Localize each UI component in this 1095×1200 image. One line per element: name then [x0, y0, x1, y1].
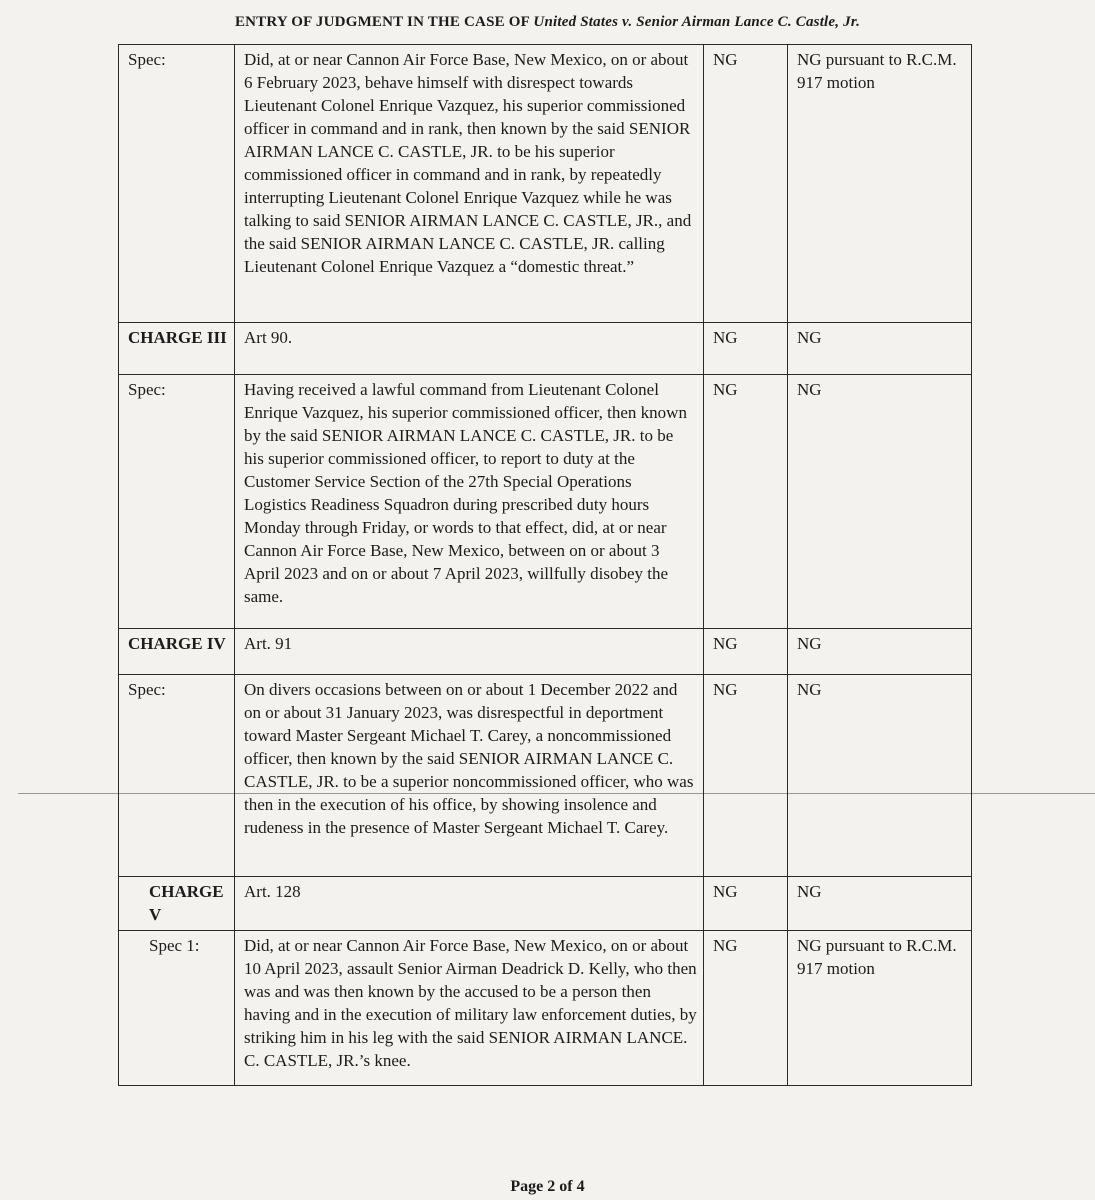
row-finding: NG — [704, 323, 788, 375]
case-name: United States v. Senior Airman Lance C. Castle, Jr. — [533, 14, 861, 30]
row-description: Art. 91 — [235, 629, 704, 675]
table-row — [119, 675, 972, 877]
table-row — [119, 323, 972, 375]
row-label: Spec: — [119, 675, 235, 877]
row-label: CHARGE III — [119, 323, 235, 375]
row-finding: NG — [704, 931, 788, 1086]
row-label: Spec 1: — [119, 931, 235, 1086]
page-number: Page 2 of 4 — [510, 1178, 585, 1195]
title-prefix: ENTRY OF JUDGMENT IN THE CASE OF — [234, 14, 530, 30]
row-sentence: NG — [788, 675, 972, 877]
row-finding: NG — [704, 375, 788, 629]
row-sentence: NG — [788, 877, 972, 931]
row-label: Spec: — [119, 375, 235, 629]
row-description: On divers occasions between on or about 1 December 2022 and on or about 31 January 2023, was disrespectful in deportment toward Master Sergeant Michael T. Carey, a noncommissioned officer, then known by the said SENIOR AIRMAN LANCE C. CASTLE, JR. to be a superior noncommissioned officer, who was then in the execution of his office, by showing insolence and rudeness in the presence of Master Sergeant Michael T. Carey. — [235, 675, 704, 877]
table-row — [119, 877, 972, 931]
row-description: Art 90. — [235, 323, 704, 375]
row-sentence: NG — [788, 629, 972, 675]
table-row — [119, 45, 972, 323]
row-label: CHARGE V — [119, 877, 235, 931]
row-finding: NG — [704, 877, 788, 931]
row-sentence: NG pursuant to R.C.M. 917 motion — [788, 45, 972, 323]
row-description: Art. 128 — [235, 877, 704, 931]
row-description: Did, at or near Cannon Air Force Base, New Mexico, on or about 10 April 2023, assault Senior Airman Deadrick D. Kelly, who then was and was then known by the accused to be a person then having and in the execution of military law enforcement duties, by striking him in his leg with the said SENIOR AIRMAN LANCE. C. CASTLE, JR.’s knee. — [235, 931, 704, 1086]
row-finding: NG — [704, 45, 788, 323]
row-sentence: NG — [788, 323, 972, 375]
row-description: Having received a lawful command from Lieutenant Colonel Enrique Vazquez, his superior commissioned officer, then known by the said SENIOR AIRMAN LANCE C. CASTLE, JR. to be his superior commissioned officer, to report to duty at the Customer Service Section of the 27th Special Operations Logistics Readiness Squadron during prescribed duty hours Monday through Friday, or words to that effect, did, at or near Cannon Air Force Base, New Mexico, between on or about 3 April 2023 and on or about 7 April 2023, willfully disobey the same. — [235, 375, 704, 629]
row-label: CHARGE IV — [119, 629, 235, 675]
row-finding: NG — [704, 629, 788, 675]
page-title — [0, 14, 1095, 31]
row-label: Spec: — [119, 45, 235, 323]
row-sentence: NG — [788, 375, 972, 629]
table-row — [119, 931, 972, 1086]
table-row — [119, 375, 972, 629]
table-row — [119, 629, 972, 675]
row-sentence: NG pursuant to R.C.M. 917 motion — [788, 931, 972, 1086]
row-description: Did, at or near Cannon Air Force Base, New Mexico, on or about 6 February 2023, behave himself with disrespect towards Lieutenant Colonel Enrique Vazquez, his superior commissioned officer in command and in rank, then known by the said SENIOR AIRMAN LANCE C. CASTLE, JR. to be his superior commissioned officer in command and in rank, by repeatedly interrupting Lieutenant Colonel Enrique Vazquez while he was talking to said SENIOR AIRMAN LANCE C. CASTLE, JR., and the said SENIOR AIRMAN LANCE C. CASTLE, JR. calling Lieutenant Colonel Enrique Vazquez a “domestic threat.” — [235, 45, 704, 323]
row-finding: NG — [704, 675, 788, 877]
judgment-table — [118, 44, 972, 1086]
